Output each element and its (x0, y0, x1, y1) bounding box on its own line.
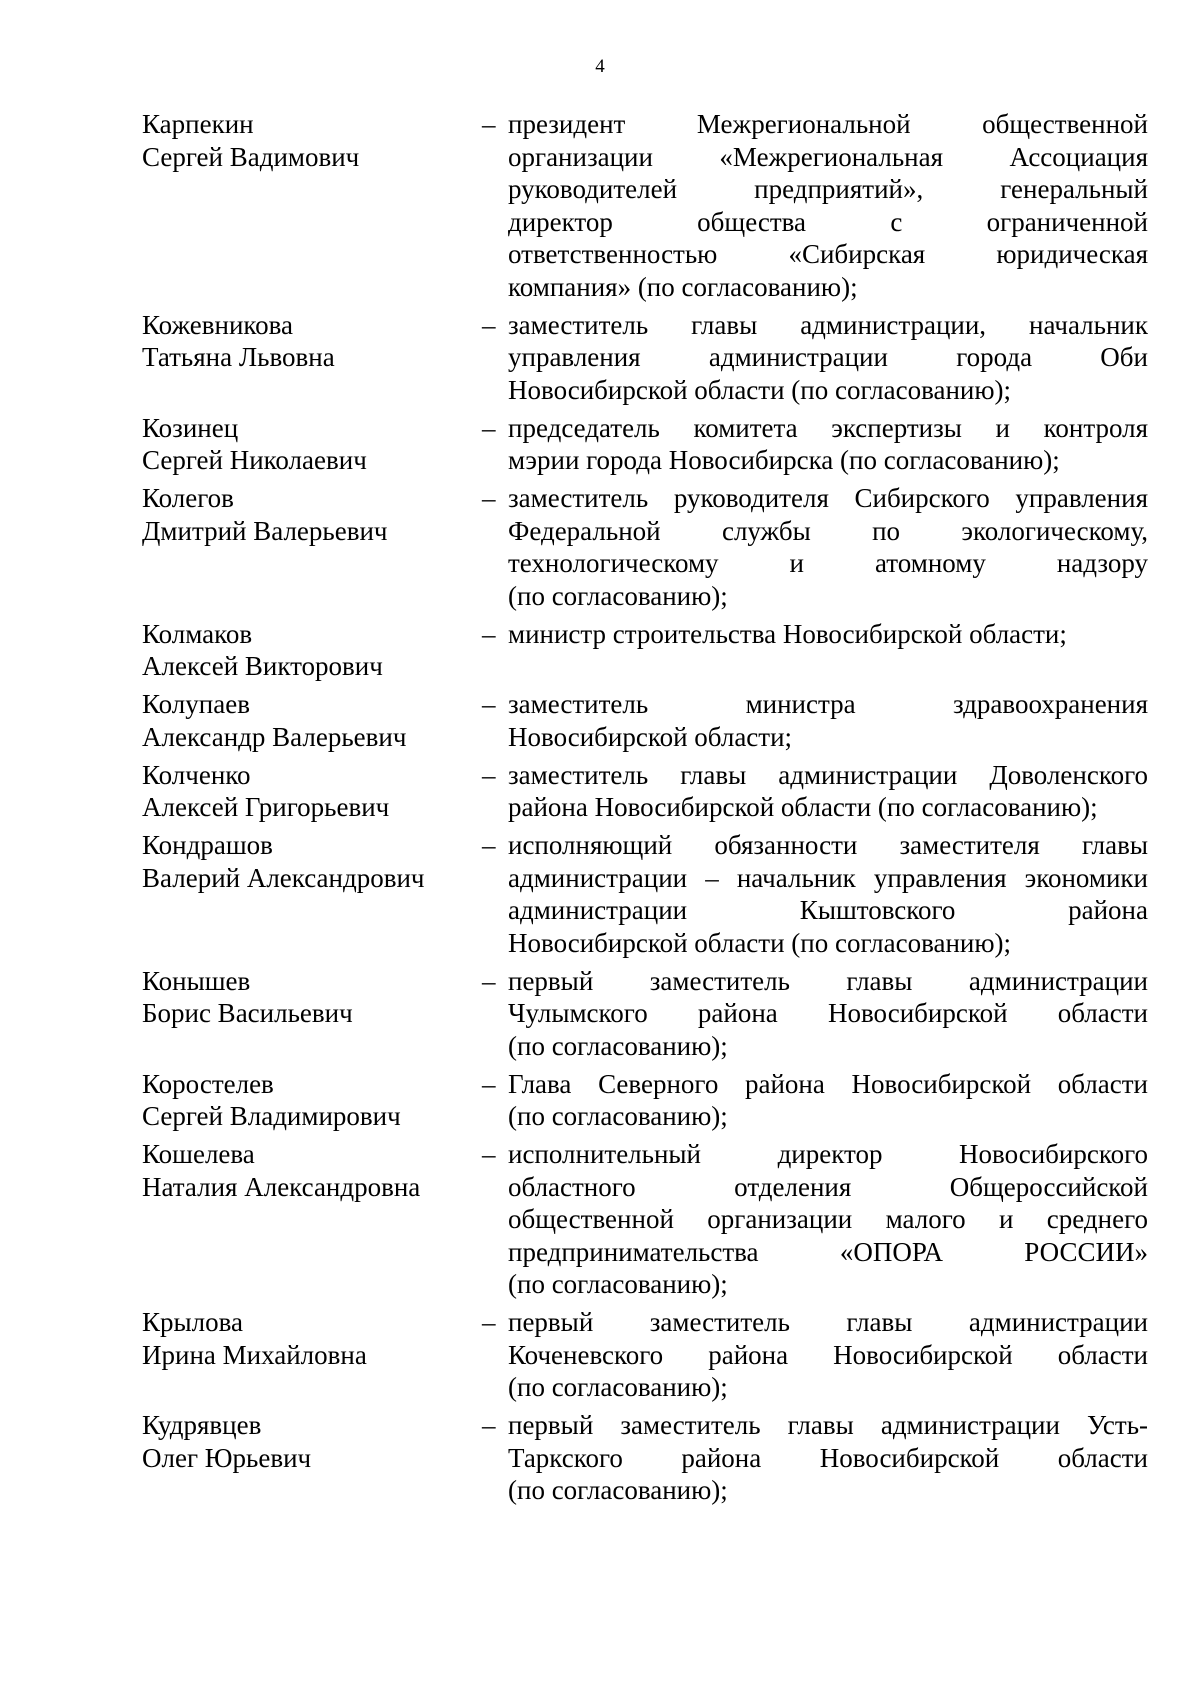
member-entry (142, 412, 1148, 477)
position-line: заместитель главы администрации Доволенского (508, 759, 1148, 790)
entry-dash: – (482, 965, 496, 996)
member-given-name: Ирина Михайловна (142, 1339, 367, 1370)
position-line: первый заместитель главы администрации (508, 1307, 1148, 1337)
position-line: мэрии города Новосибирска (по согласованию); (508, 445, 1060, 475)
position-line: Новосибирской области (по согласованию); (508, 374, 1012, 405)
member-name (142, 759, 478, 824)
member-given-name: Дмитрий Валерьевич (142, 515, 388, 546)
entry-dash: – (482, 830, 496, 860)
member-entry (142, 759, 1148, 824)
member-given-name: Сергей Вадимович (142, 141, 360, 172)
member-position (508, 309, 1148, 407)
member-given-name: Олег Юрьевич (142, 1442, 312, 1473)
position-line: заместитель министра здравоохранения (508, 689, 1148, 719)
position-line: района Новосибирской области (по согласованию); (508, 792, 1098, 822)
position-line: (по согласованию); (508, 1269, 728, 1299)
member-entry (142, 829, 1148, 959)
entry-dash: – (482, 309, 496, 340)
position-line: (по согласованию); (508, 580, 728, 611)
entry-dash: – (482, 1410, 496, 1440)
position-line: первый заместитель главы администрации Усть- (508, 1410, 1148, 1440)
entry-dash: – (482, 618, 496, 649)
member-name (142, 965, 478, 1063)
member-surname: Колченко (142, 759, 251, 790)
member-given-name: Борис Васильевич (142, 998, 353, 1028)
position-line: областного отделения Общероссийской (508, 1171, 1148, 1202)
position-line: Новосибирской области (по согласованию); (508, 927, 1012, 958)
entry-dash: – (482, 1307, 496, 1337)
member-position (508, 829, 1148, 959)
position-line: организации «Межрегиональная Ассоциация (508, 141, 1148, 172)
member-position (508, 1138, 1148, 1301)
entry-dash: – (482, 412, 496, 443)
member-entry (142, 1409, 1148, 1507)
member-surname: Колмаков (142, 618, 253, 649)
position-line: технологическому и атомному надзору (508, 548, 1148, 578)
position-line: Коченевского района Новосибирской области (508, 1339, 1148, 1370)
member-entry (142, 965, 1148, 1063)
position-line: исполняющий обязанности заместителя главы (508, 830, 1148, 860)
member-given-name: Алексей Викторович (142, 651, 383, 681)
member-entry (142, 1068, 1148, 1133)
position-line: заместитель руководителя Сибирского управления (508, 483, 1148, 513)
member-surname: Крылова (142, 1307, 243, 1337)
entry-dash: – (482, 109, 496, 139)
page-number: 4 (595, 56, 605, 77)
position-line: Чулымского района Новосибирской области (508, 998, 1148, 1028)
position-line: управления администрации города Оби (508, 342, 1148, 372)
member-position (508, 1068, 1148, 1133)
position-line: предпринимательства «ОПОРА РОССИИ» (508, 1236, 1148, 1267)
member-given-name: Валерий Александрович (142, 862, 425, 893)
member-entry (142, 309, 1148, 407)
entry-dash: – (482, 689, 496, 719)
member-entry (142, 108, 1148, 303)
member-given-name: Александр Валерьевич (142, 721, 407, 752)
member-surname: Коростелев (142, 1068, 274, 1099)
member-surname: Кондрашов (142, 830, 273, 860)
member-entry (142, 688, 1148, 753)
member-entry (142, 1306, 1148, 1404)
member-surname: Колупаев (142, 689, 250, 719)
position-line: Глава Северного района Новосибирской области (508, 1068, 1148, 1099)
member-surname: Кудрявцев (142, 1410, 262, 1440)
position-line: (по согласованию); (508, 1475, 728, 1505)
member-surname: Кошелева (142, 1139, 255, 1169)
position-line: (по согласованию); (508, 1372, 728, 1402)
entry-dash: – (482, 1139, 496, 1169)
member-position (508, 1409, 1148, 1507)
member-position (508, 618, 1148, 683)
member-position (508, 1306, 1148, 1404)
position-line: (по согласованию); (508, 1030, 728, 1061)
position-line: директор общества с ограниченной (508, 206, 1148, 237)
member-entry (142, 618, 1148, 683)
position-line: администрации – начальник управления экономики (508, 862, 1148, 893)
position-line: администрации Кыштовского района (508, 895, 1148, 925)
member-entry (142, 482, 1148, 612)
position-line: заместитель главы администрации, начальник (508, 309, 1148, 340)
entry-dash: – (482, 1068, 496, 1099)
member-name (142, 482, 478, 612)
position-line: компания» (по согласованию); (508, 271, 858, 302)
member-name (142, 829, 478, 959)
position-line: Новосибирской области; (508, 721, 793, 752)
member-name (142, 618, 478, 683)
member-position (508, 688, 1148, 753)
member-name (142, 1068, 478, 1133)
position-line: исполнительный директор Новосибирского (508, 1139, 1148, 1169)
member-surname: Колегов (142, 483, 234, 513)
entry-dash: – (482, 483, 496, 513)
member-list (142, 108, 1148, 1512)
member-position (508, 965, 1148, 1063)
member-surname: Конышев (142, 965, 251, 996)
position-line: председатель комитета экспертизы и контроля (508, 412, 1148, 443)
position-line: общественной организации малого и среднего (508, 1204, 1148, 1234)
member-name (142, 1138, 478, 1301)
position-line: ответственностью «Сибирская юридическая (508, 239, 1148, 269)
position-line: руководителей предприятий», генеральный (508, 174, 1148, 204)
position-line: президент Межрегиональной общественной (508, 109, 1148, 139)
position-line: Таркского района Новосибирской области (508, 1442, 1148, 1473)
member-entry (142, 1138, 1148, 1301)
member-position (508, 759, 1148, 824)
member-given-name: Алексей Григорьевич (142, 792, 390, 822)
member-given-name: Наталия Александровна (142, 1171, 421, 1202)
member-name (142, 412, 478, 477)
member-surname: Кожевникова (142, 309, 294, 340)
member-position (508, 412, 1148, 477)
member-name (142, 108, 478, 303)
member-name (142, 1409, 478, 1507)
member-name (142, 688, 478, 753)
position-line: министр строительства Новосибирской области; (508, 618, 1067, 649)
member-name (142, 1306, 478, 1404)
member-given-name: Сергей Владимирович (142, 1101, 401, 1131)
position-line: первый заместитель главы администрации (508, 965, 1148, 996)
member-position (508, 108, 1148, 303)
member-position (508, 482, 1148, 612)
position-line: Федеральной службы по экологическому, (508, 515, 1148, 546)
member-name (142, 309, 478, 407)
entry-dash: – (482, 759, 496, 790)
member-given-name: Сергей Николаевич (142, 445, 367, 475)
member-surname: Козинец (142, 412, 239, 443)
position-line: (по согласованию); (508, 1101, 728, 1131)
member-given-name: Татьяна Львовна (142, 342, 335, 372)
member-surname: Карпекин (142, 109, 254, 139)
